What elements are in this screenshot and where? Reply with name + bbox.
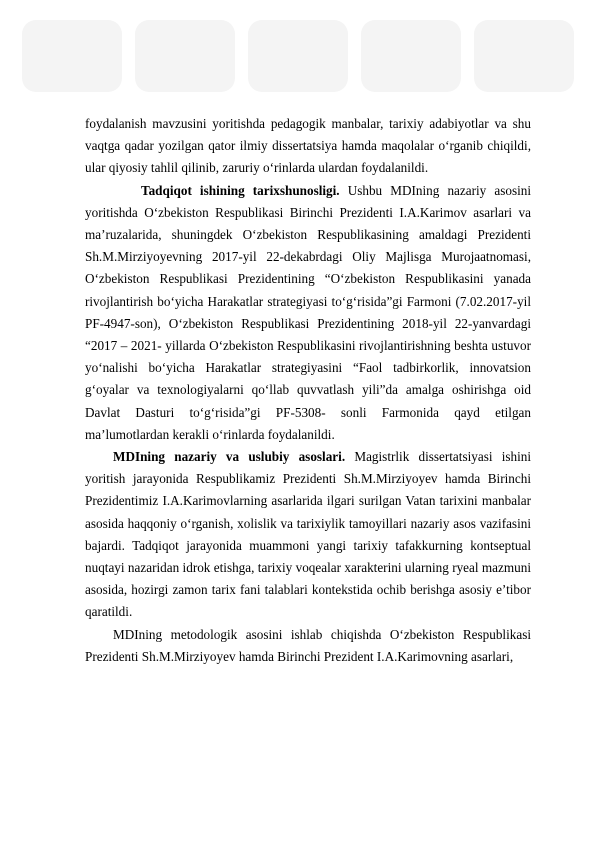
paragraph-text: Ushbu MDIning nazariy asosini yoritishda O‘zbekiston Respublikasi Birinchi Prezidenti I.A.Karimov asarlari va ma’ruzalarida, shuningdek O‘zbekiston Respublikasining amaldagi Prezidenti Sh.M.Mirziyoyevning 2017-yil 22-dekabrdagi Oliy Majlisga Murojaatnomasi, O‘zbekiston Respublikasi Prezidentining “O‘zbekiston Respublikasini yanada rivojlantirish bo‘yicha Harakatlar strategiyasi to‘g‘risida”gi Farmoni (7.02.2017-yil PF-4947-son), O‘zbekiston Respublikasi Prezidentining 2018-yil 22-yanvardagi “2017 – 2021- yillarda O‘zbekiston Respublikasini rivojlantirishning beshta ustuvor yo‘nalishi bo‘yicha Harakatlar strategiyasini “Faol tadbirkorlik, innovatsion g‘oyalar va texnologiyalarni qo‘llab quvvatlash yili”da amalga oshirishga oid Davlat Dasturi to‘g‘risida”gi PF-5308- sonli Farmonida qayd etilgan ma’lumotlardan kerakli o‘rinlarda foydalanildi. — [85, 182, 531, 442]
paragraph-text: MDIning metodologik asosini ishlab chiqishda O‘zbekiston Respublikasi Prezidenti Sh.M.Mirziyoyev hamda Birinchi Prezident I.A.Karimovning asarlari, — [85, 626, 531, 664]
section-heading: Tadqiqot ishining tarixshunosligi. — [141, 182, 340, 198]
section-heading: MDIning nazariy va uslubiy asoslari. — [113, 449, 346, 465]
document-body — [85, 113, 531, 668]
paragraph-text: Magistrlik dissertatsiyasi ishini yoritish jarayonida Respublikamiz Prezidenti Sh.M.Mirziyoyev hamda Birinchi Prezidentimiz I.A.Karimovlarning asarlarida ilgari surilgan Vatan tarixini manbalar asosida haqqoniy o‘rganish, xolislik va tarixiylik tamoyillari nazariy asos vazifasini bajardi. Tadqiqot jarayonida muammoni yangi tarixiy tafakkurning kontseptual nuqtayi nazaridan idrok etishga, tarixiy voqealar xarakterini ularning ryeal mazmuni asosida, hozirgi zamon tarix fani talablari kontekstida ochib berishga asosiy e’tibor qaratildi. — [85, 449, 532, 620]
paragraph-intro — [85, 113, 531, 180]
paragraph-text: foydalanish mavzusini yoritishda pedagogik manbalar, tarixiy adabiyotlar va shu vaqtga qadar yozilgan qator ilmiy dissertatsiya hamda maqolalar o‘rganib chiqildi, ular qiyosiy tahlil qilinib, zaruriy o‘rinlarda ulardan foydalanildi. — [85, 116, 531, 176]
paragraph-historiography — [85, 180, 531, 446]
paragraph-methodology — [85, 624, 531, 668]
paragraph-theoretical-basis — [85, 446, 531, 624]
